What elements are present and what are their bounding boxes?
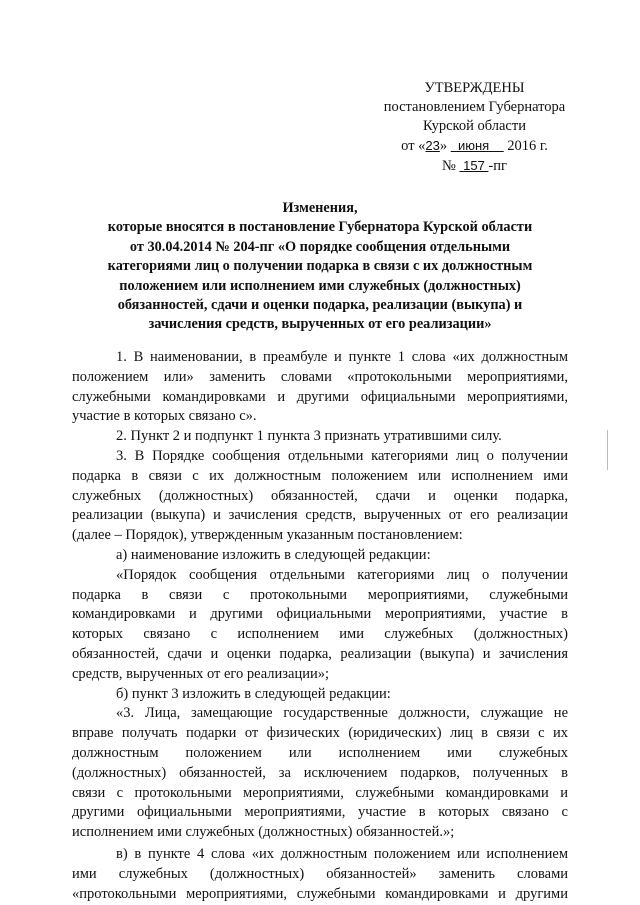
body-line: подарка в связи с протокольными мероприятиями, служебными (72, 586, 568, 603)
title-line: обязанностей, сдачи и оценки подарка, реализации (выкупа) и (117, 297, 523, 314)
approval-line-2: Курской области (423, 118, 526, 134)
date-mid: » (439, 138, 451, 154)
number-value: 157 (459, 158, 489, 173)
body-line: 3. В Порядке сообщения отдельными категориями лиц о получении (116, 447, 568, 464)
body-line: связи с протокольными мероприятиями, служебными командировками и (72, 784, 568, 801)
document-title (72, 199, 568, 335)
body-line: должностным положением или исполнением ими служебных (72, 744, 568, 761)
title-line: зачисления средств, вырученных от его реализации» (148, 316, 492, 333)
body-line: реализации (выкупа) и зачисления средств, вырученных от его реализации (72, 507, 568, 524)
body-line: положением или» заменить словами «протокольными мероприятиями, (72, 368, 568, 385)
approval-date (372, 136, 577, 156)
approval-line-1: постановлением Губернатора (383, 99, 566, 115)
body-line: «протокольными мероприятиями, служебными командировками и другими (72, 885, 568, 902)
date-prefix: от « (401, 138, 426, 154)
number-prefix: № (442, 158, 460, 174)
scan-margin-mark (607, 430, 608, 470)
title-line: которые вносятся в постановление Губернатора Курской области (107, 219, 533, 236)
body-line: которых связано с исполнением ими служебных (должностных) (72, 626, 568, 643)
body-line: другими официальными мероприятиями, участие в которых связано с (72, 804, 568, 821)
body-line: обязанностей, сдачи и оценки подарка, реализации (выкупа) и зачисления (72, 645, 568, 662)
number-suffix: -пг (488, 158, 507, 174)
date-month: июня (450, 138, 504, 153)
date-year: 2016 г. (503, 138, 548, 154)
body-line: а) наименование изложить в следующей редакции: (116, 546, 431, 563)
title-line: Изменения, (282, 200, 358, 216)
title-line: от 30.04.2014 № 204-пг «О порядке сообщения отдельными (129, 238, 511, 255)
body-line: участие в которых связано с». (72, 408, 257, 425)
title-line: положением или исполнением ими служебных (должностных) (119, 277, 521, 294)
body-line: б) пункт 3 изложить в следующей редакции: (116, 685, 391, 702)
body-line: средств, вырученных от его реализации»; (72, 665, 329, 682)
body-line: вправе получать подарки от физических (юридических) лиц в связи с их (72, 725, 568, 742)
approval-number (372, 156, 577, 176)
title-line: категориями лиц о получении подарка в связи с их должностным (107, 258, 533, 275)
body-line: 1. В наименовании, в преамбуле и пункте 1 слова «их должностным (116, 349, 568, 365)
body-line: (далее – Порядок), утвержденным указанным постановлением: (72, 527, 463, 544)
approval-stamp (372, 79, 577, 176)
body-line: подарка в связи с их должностным положением или исполнением ими (72, 467, 568, 484)
date-day: 23 (425, 138, 440, 153)
body-line: ими служебных (должностных) обязанностей» заменить словами (72, 865, 568, 882)
body-line: 2. Пункт 2 и подпункт 1 пункта 3 признать утратившими силу. (116, 428, 502, 445)
approval-heading: УТВЕРЖДЕНЫ (424, 80, 525, 96)
body-line: в) в пункте 4 слова «их должностным положением или исполнением (116, 845, 568, 862)
body-line: служебными командировками и другими официальными мероприятиями, (72, 388, 568, 405)
body-line: командировками и другими официальными мероприятиями, участие в (72, 606, 568, 623)
body-line: «Порядок сообщения отдельными категориями лиц о получении (116, 566, 568, 583)
document-body (72, 348, 568, 904)
body-line: служебных (должностных) обязанностей, сдачи и оценки подарка, (72, 487, 568, 504)
body-line: (должностных) обязанностей, за исключением подарков, полученных в (72, 764, 568, 781)
body-line: «3. Лица, замещающие государственные должности, служащие не (116, 705, 568, 722)
body-line: исполнением ими служебных (должностных) обязанностей.»; (72, 824, 455, 841)
